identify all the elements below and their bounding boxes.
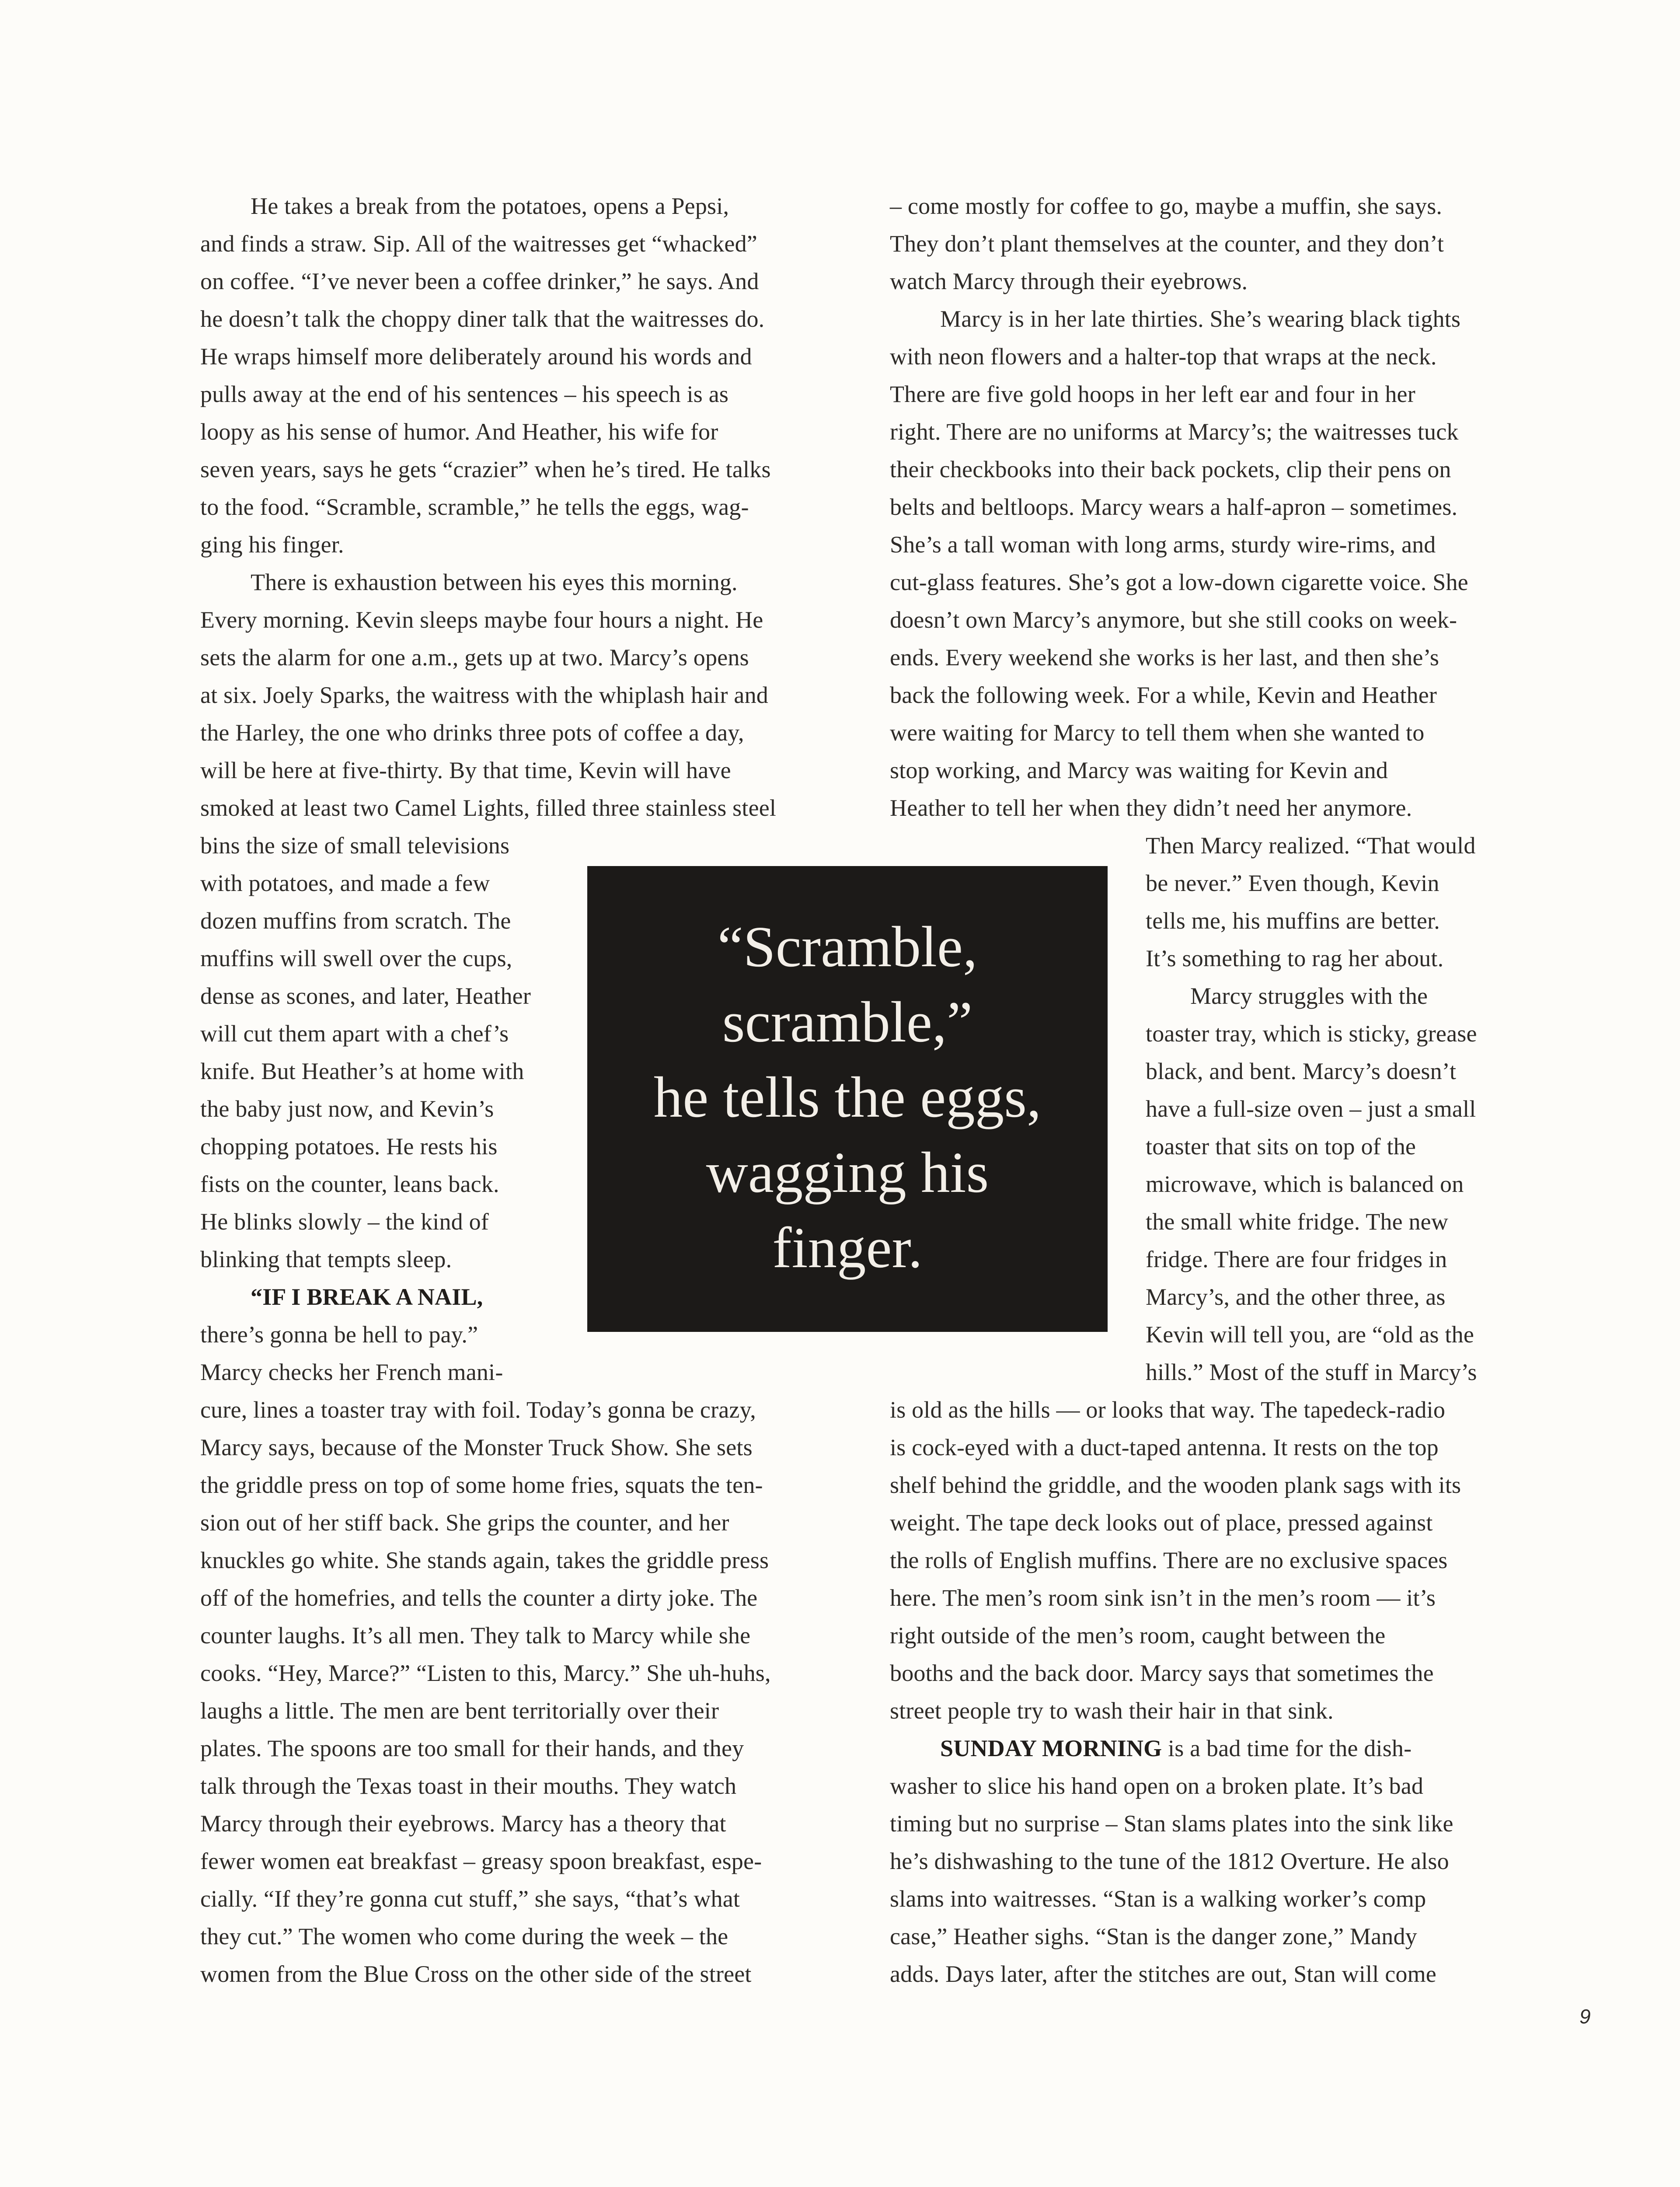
- body-line: loopy as his sense of humor. And Heather, his wife for: [200, 419, 718, 445]
- body-line: muffins will swell over the cups,: [200, 945, 512, 971]
- body-line: will be here at five-thirty. By that time, Kevin will have: [200, 757, 731, 783]
- body-line: at six. Joely Sparks, the waitress with the whiplash hair and: [200, 682, 768, 708]
- body-line: right outside of the men’s room, caught between the: [890, 1622, 1386, 1649]
- lead-in-caps: SUNDAY MORNING: [940, 1735, 1162, 1761]
- body-line: It’s something to rag her about.: [1146, 945, 1444, 971]
- body-line: He takes a break from the potatoes, opens a Pepsi,: [251, 193, 729, 219]
- body-line: toaster that sits on top of the: [1146, 1133, 1416, 1160]
- body-line: with neon flowers and a halter-top that wraps at the neck.: [890, 343, 1437, 370]
- body-line: be never.” Even though, Kevin: [1146, 870, 1440, 896]
- body-line: Marcy through their eyebrows. Marcy has a theory that: [200, 1810, 726, 1837]
- body-line: the Harley, the one who drinks three pots of coffee a day,: [200, 720, 744, 746]
- body-line: He blinks slowly – the kind of: [200, 1209, 489, 1235]
- pull-quote-line: “Scramble,: [717, 914, 978, 979]
- body-line: is cock-eyed with a duct-taped antenna. It rests on the top: [890, 1434, 1439, 1460]
- body-line: ging his finger.: [200, 531, 344, 558]
- body-line: dense as scones, and later, Heather: [200, 983, 531, 1009]
- body-line: blinking that tempts sleep.: [200, 1246, 452, 1272]
- pull-quote: [654, 909, 1041, 1285]
- body-line: shelf behind the griddle, and the wooden plank sags with its: [890, 1472, 1461, 1498]
- body-line: black, and bent. Marcy’s doesn’t: [1146, 1058, 1457, 1084]
- body-line: knuckles go white. She stands again, takes the griddle press: [200, 1547, 769, 1573]
- body-line: doesn’t own Marcy’s anymore, but she still cooks on week-: [890, 607, 1457, 633]
- body-line: hills.” Most of the stuff in Marcy’s: [1146, 1359, 1477, 1385]
- body-line: were waiting for Marcy to tell them when she wanted to: [890, 720, 1425, 746]
- page-number: 9: [1579, 2005, 1591, 2028]
- body-line: weight. The tape deck looks out of place, pressed against: [890, 1509, 1433, 1536]
- lead-in-caps: “IF I BREAK A NAIL,: [251, 1284, 483, 1310]
- body-line: is old as the hills — or looks that way. The tapedeck-radio: [890, 1397, 1446, 1423]
- body-line: toaster tray, which is sticky, grease: [1146, 1020, 1477, 1047]
- section-lead-in: [251, 1278, 483, 1316]
- body-line: Every morning. Kevin sleeps maybe four hours a night. He: [200, 607, 763, 633]
- body-line: with potatoes, and made a few: [200, 870, 490, 896]
- body-line: dozen muffins from scratch. The: [200, 908, 511, 934]
- body-line: fridge. There are four fridges in: [1146, 1246, 1447, 1272]
- pull-quote-line: he tells the eggs,: [653, 1064, 1042, 1129]
- body-line: the baby just now, and Kevin’s: [200, 1096, 494, 1122]
- body-line: There is exhaustion between his eyes this morning.: [251, 569, 738, 595]
- body-line: laughs a little. The men are bent territorially over their: [200, 1698, 719, 1724]
- body-line: cure, lines a toaster tray with foil. Today’s gonna be crazy,: [200, 1397, 756, 1423]
- body-line: back the following week. For a while, Kevin and Heather: [890, 682, 1437, 708]
- body-line: cially. “If they’re gonna cut stuff,” she says, “that’s what: [200, 1886, 740, 1912]
- body-line: sion out of her stiff back. She grips the counter, and her: [200, 1509, 729, 1536]
- body-line: watch Marcy through their eyebrows.: [890, 268, 1248, 294]
- body-line: the rolls of English muffins. There are no exclusive spaces: [890, 1547, 1448, 1573]
- body-line: fists on the counter, leans back.: [200, 1171, 499, 1197]
- body-line: Marcy struggles with the: [1190, 983, 1428, 1009]
- body-line: Marcy checks her French mani-: [200, 1359, 503, 1385]
- body-line: There are five gold hoops in her left ear and four in her: [890, 381, 1415, 407]
- body-line: slams into waitresses. “Stan is a walking worker’s comp: [890, 1886, 1426, 1912]
- pull-quote-line: finger.: [772, 1215, 923, 1280]
- body-line: bins the size of small televisions: [200, 832, 510, 859]
- body-line: and finds a straw. Sip. All of the waitresses get “whacked”: [200, 231, 757, 257]
- body-line: plates. The spoons are too small for their hands, and they: [200, 1735, 744, 1761]
- body-line: sets the alarm for one a.m., gets up at two. Marcy’s opens: [200, 644, 749, 671]
- body-line: washer to slice his hand open on a broken plate. It’s bad: [890, 1773, 1424, 1799]
- body-line: cooks. “Hey, Marce?” “Listen to this, Marcy.” She uh-huhs,: [200, 1660, 771, 1686]
- body-line: he’s dishwashing to the tune of the 1812 Overture. He also: [890, 1848, 1449, 1874]
- pull-quote-box: [587, 866, 1108, 1332]
- body-line: they cut.” The women who come during the week – the: [200, 1923, 728, 1949]
- body-line: stop working, and Marcy was waiting for Kevin and: [890, 757, 1388, 783]
- body-line: Then Marcy realized. “That would: [1146, 832, 1476, 859]
- body-line: their checkbooks into their back pockets, clip their pens on: [890, 456, 1451, 482]
- body-line: He wraps himself more deliberately around his words and: [200, 343, 752, 370]
- body-line: chopping potatoes. He rests his: [200, 1133, 498, 1160]
- body-line: talk through the Texas toast in their mouths. They watch: [200, 1773, 737, 1799]
- body-line: the small white fridge. The new: [1146, 1209, 1449, 1235]
- body-line: She’s a tall woman with long arms, sturdy wire-rims, and: [890, 531, 1436, 558]
- body-line: Marcy says, because of the Monster Truck Show. She sets: [200, 1434, 753, 1460]
- body-line: street people try to wash their hair in that sink.: [890, 1698, 1334, 1724]
- lead-in-rest: is a bad time for the dish-: [1162, 1735, 1412, 1761]
- body-line: case,” Heather sighs. “Stan is the danger zone,” Mandy: [890, 1923, 1417, 1949]
- body-line: knife. But Heather’s at home with: [200, 1058, 524, 1084]
- body-line: Marcy’s, and the other three, as: [1146, 1284, 1446, 1310]
- body-line: on coffee. “I’ve never been a coffee drinker,” he says. And: [200, 268, 759, 294]
- body-line: pulls away at the end of his sentences – his speech is as: [200, 381, 729, 407]
- body-line: microwave, which is balanced on: [1146, 1171, 1464, 1197]
- body-line: to the food. “Scramble, scramble,” he tells the eggs, wag-: [200, 494, 749, 520]
- body-line: booths and the back door. Marcy says that sometimes the: [890, 1660, 1434, 1686]
- section-lead-in: [940, 1729, 1412, 1767]
- body-line: Heather to tell her when they didn’t need her anymore.: [890, 795, 1412, 821]
- body-line: smoked at least two Camel Lights, filled three stainless steel: [200, 795, 777, 821]
- body-line: the griddle press on top of some home fries, squats the ten-: [200, 1472, 763, 1498]
- body-line: belts and beltloops. Marcy wears a half-apron – sometimes.: [890, 494, 1458, 520]
- body-line: fewer women eat breakfast – greasy spoon breakfast, espe-: [200, 1848, 762, 1874]
- body-line: off of the homefries, and tells the counter a dirty joke. The: [200, 1585, 758, 1611]
- body-line: have a full-size oven – just a small: [1146, 1096, 1476, 1122]
- body-line: will cut them apart with a chef’s: [200, 1020, 509, 1047]
- body-line: he doesn’t talk the choppy diner talk that the waitresses do.: [200, 306, 765, 332]
- body-line: there’s gonna be hell to pay.”: [200, 1321, 478, 1348]
- pull-quote-line: scramble,”: [722, 989, 973, 1054]
- body-line: seven years, says he gets “crazier” when he’s tired. He talks: [200, 456, 771, 482]
- body-line: Marcy is in her late thirties. She’s wearing black tights: [940, 306, 1461, 332]
- pull-quote-line: wagging his: [706, 1139, 989, 1205]
- body-line: tells me, his muffins are better.: [1146, 908, 1440, 934]
- body-line: cut-glass features. She’s got a low-down cigarette voice. She: [890, 569, 1468, 595]
- body-line: women from the Blue Cross on the other side of the street: [200, 1961, 752, 1987]
- body-line: Kevin will tell you, are “old as the: [1146, 1321, 1474, 1348]
- body-line: counter laughs. It’s all men. They talk to Marcy while she: [200, 1622, 751, 1649]
- body-line: right. There are no uniforms at Marcy’s; the waitresses tuck: [890, 419, 1459, 445]
- body-line: ends. Every weekend she works is her last, and then she’s: [890, 644, 1440, 671]
- body-line: here. The men’s room sink isn’t in the men’s room — it’s: [890, 1585, 1436, 1611]
- body-line: – come mostly for coffee to go, maybe a muffin, she says.: [890, 193, 1443, 219]
- body-line: adds. Days later, after the stitches are out, Stan will come: [890, 1961, 1436, 1987]
- body-line: timing but no surprise – Stan slams plates into the sink like: [890, 1810, 1453, 1837]
- body-line: They don’t plant themselves at the counter, and they don’t: [890, 231, 1444, 257]
